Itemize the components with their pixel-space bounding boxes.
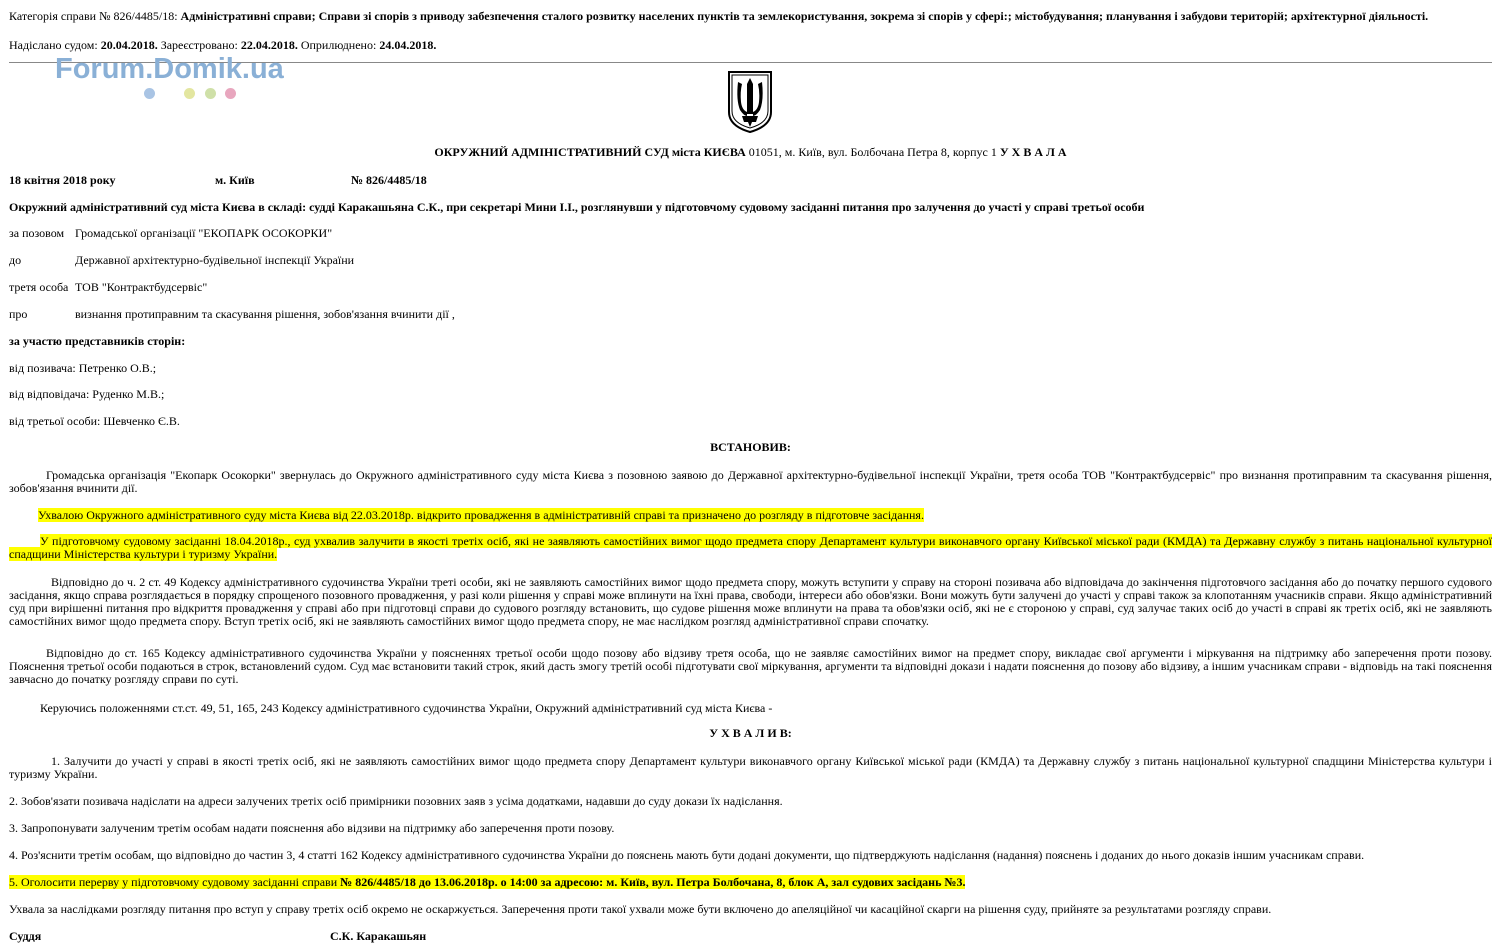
highlighted-text	[9, 875, 965, 889]
established-heading: ВСТАНОВИВ:	[710, 440, 791, 454]
decision-item: 3. Запропонувати залученим третім особам надати пояснення або відзиви на підтримку або заперечення проти позову.	[9, 821, 615, 835]
signature-name: С.К. Каракашьян	[330, 929, 427, 943]
court-name: ОКРУЖНИЙ АДМІНІСТРАТИВНИЙ СУД міста КИЄВА	[434, 145, 746, 159]
signature-role: Суддя	[9, 929, 42, 943]
trident-coat-of-arms-icon	[726, 70, 774, 134]
party-label: про	[9, 307, 28, 321]
court-composition: Окружний адміністративний суд міста Києва в складі: судді Каракашьяна С.К., при секретарі Мини І.І., розглянувши у підготовчому судовому засіданні питання про залучення до участі у справі третьої особи	[9, 200, 1145, 214]
party-value: Державної архітектурно-будівельної інспекції України	[75, 253, 355, 267]
ruling-city: м. Київ	[215, 173, 255, 187]
highlighted-text: Ухвалою Окружного адміністративного суду міста Києва від 22.03.2018р. відкрито провадження в адміністративній справі та призначено до розгляду в підготовче засідання.	[38, 508, 924, 522]
watermark-dot	[225, 88, 236, 99]
defendant-representative: від відповідача: Руденко М.В.;	[9, 387, 165, 401]
established-paragraph	[38, 509, 924, 522]
sent-date: 20.04.2018.	[100, 38, 158, 52]
watermark-logo: Forum.Domik.ua	[55, 53, 284, 85]
party-label: до	[9, 253, 22, 267]
case-category	[9, 10, 1492, 23]
registered-label: Зареєстровано:	[160, 38, 238, 52]
party-label: за позовом	[9, 226, 65, 240]
party-value: Громадської організації "ЕКОПАРК ОСОКОРКИ"	[75, 226, 333, 240]
watermark-dot	[205, 88, 216, 99]
established-paragraph: Відповідно до ст. 165 Кодексу адміністративного судочинства України у поясненнях третьої особи щодо позову або відзиву третя особа, що не заявляє самостійних вимог на предмет спору, викладає свої аргументи і міркування на підтримку або заперечення проти позову. Пояснення третьої особи подаються в строк, встановлений судом. Суд має встановити такий строк, який дасть змогу третій особі підготувати свої міркування, аргументи та відповідні докази і надати пояснення до позову або відзиву, а іншим учасникам справи - відповідь на такі пояснення завчасно до початку розгляду справи по суті.	[9, 646, 1492, 686]
sent-label: Надіслано судом:	[9, 38, 98, 52]
plaintiff-representative: від позивача: Петренко О.В.;	[9, 361, 157, 375]
court-title	[0, 146, 1501, 159]
party-value: ТОВ "Контрактбудсервіс"	[75, 280, 208, 294]
watermark-dot	[184, 88, 195, 99]
final-note: Ухвала за наслідками розгляду питання про вступ у справу третіх осіб окремо не оскаржується. Заперечення проти такої ухвали може бути включено до апеляційної чи касаційної скарги на рішення суду, прийняте за результатами розгляду справи.	[9, 902, 1272, 916]
decision-item: 2. Зобов'язати позивача надіслати на адреси залучених третіх осіб примірники позовних заяв з усіма додатками, надавши до суду докази їх надіслання.	[9, 794, 783, 808]
decision-item: 1. Залучити до участі у справі в якості третіх осіб, які не заявляють самостійних вимог щодо предмета спору Департамент культури виконавчого органу Київської міської ради (КМДА) та Державну службу з питань національної культурної спадщини Міністерства культури і туризму України.	[9, 754, 1492, 781]
highlighted-text: У підготовчому судовому засіданні 18.04.2018р., суд ухвалив залучити в якості третіх осіб, які не заявляють самостійних вимог щодо предмета спору Департамент культури виконавчого органу Київської міської ради (КМДА) та Державну службу з питань національної культурної спадщини Міністерства культури і туризму України.	[9, 534, 1492, 561]
party-value: визнання протиправним та скасування рішення, зобов'язання вчинити дії ,	[75, 307, 455, 321]
established-paragraph	[9, 535, 1492, 561]
established-paragraph: Керуючись положеннями ст.ст. 49, 51, 165, 243 Кодексу адміністративного судочинства України, Окружний адміністративний суд міста Києва -	[40, 701, 773, 715]
watermark-dot	[144, 88, 155, 99]
established-paragraph: Відповідно до ч. 2 ст. 49 Кодексу адміністративного судочинства України треті особи, які не заявляють самостійних вимог щодо предмета спору, можуть вступити у справу на стороні позивача або відповідача до закінчення підготовчого засідання або до початку першого судового засідання, якщо справа розглядається в порядку спрощеного позовного провадження, у разі коли рішення у справі може вплинути на їхні права, свободи, інтереси або обов'язки. Вони можуть бути залучені до участі у справі також за клопотанням учасників справи. Якщо адміністративний суд при вирішенні питання про відкриття провадження у справі або при підготовці справи до судового розгляду встановить, що судове рішення може вплинути на права та обов'язки осіб, які не є стороною у справі, суд залучає таких осіб до участі в справі як третіх осіб, які не заявляють самостійних вимог щодо предмета спору. Вступ третіх осіб, які не заявляють самостійних вимог щодо предмета спору, не має наслідком розгляд адміністративної справи спочатку.	[9, 575, 1492, 628]
published-label: Оприлюднено:	[300, 38, 377, 52]
decision5-bold: № 826/4485/18 до 13.06.2018р. о 14:00 за адресою: м. Київ, вул. Петра Болбочана, 8, блок А, зал судових засідань №3.	[340, 875, 966, 889]
third-party-representative: від третьої особи: Шевченко Є.В.	[9, 414, 180, 428]
party-label: третя особа	[9, 280, 69, 294]
decision-item	[9, 876, 965, 889]
ruling-date: 18 квітня 2018 року	[9, 173, 116, 187]
case-dates	[9, 39, 1009, 52]
representatives-heading: за участю представників сторін:	[9, 334, 186, 348]
category-label: Категорія справи № 826/4485/18:	[9, 9, 178, 23]
decision-item: 4. Роз'яснити третім особам, що відповідно до частин 3, 4 статті 162 Кодексу адміністративного судочинства України до пояснень мають бути додані документи, що підтверджують надіслання (надання) пояснень і доданих до нього доказів іншим учасникам справи.	[9, 848, 1365, 862]
established-paragraph: Громадська організація "Екопарк Осокорки" звернулась до Окружного адміністративного суду міста Києва з позовною заявою до Державної архітектурно-будівельної інспекції України, третя особа ТОВ "Контрактбудсервіс" про визнання протиправним та скасування рішення, зобов'язання вчинити дії.	[9, 468, 1492, 495]
court-address: 01051, м. Київ, вул. Болбочана Петра 8, корпус 1	[745, 145, 1000, 159]
case-number: № 826/4485/18	[351, 173, 427, 187]
document-type: У Х В А Л А	[999, 145, 1067, 159]
registered-date: 22.04.2018.	[240, 38, 298, 52]
decided-heading: У Х В А Л И В:	[709, 726, 792, 740]
published-date: 24.04.2018.	[379, 38, 437, 52]
category-text: Адміністративні справи; Справи зі спорів з приводу забезпечення сталого розвитку населених пунктів та землекористування, зокрема зі спорів у сфері:; містобудування; планування і забудови територій; архітектурної діяльності.	[177, 9, 1429, 23]
decision5-prefix: 5. Оголосити перерву у підготовчому судовому засіданні справи	[9, 875, 341, 889]
